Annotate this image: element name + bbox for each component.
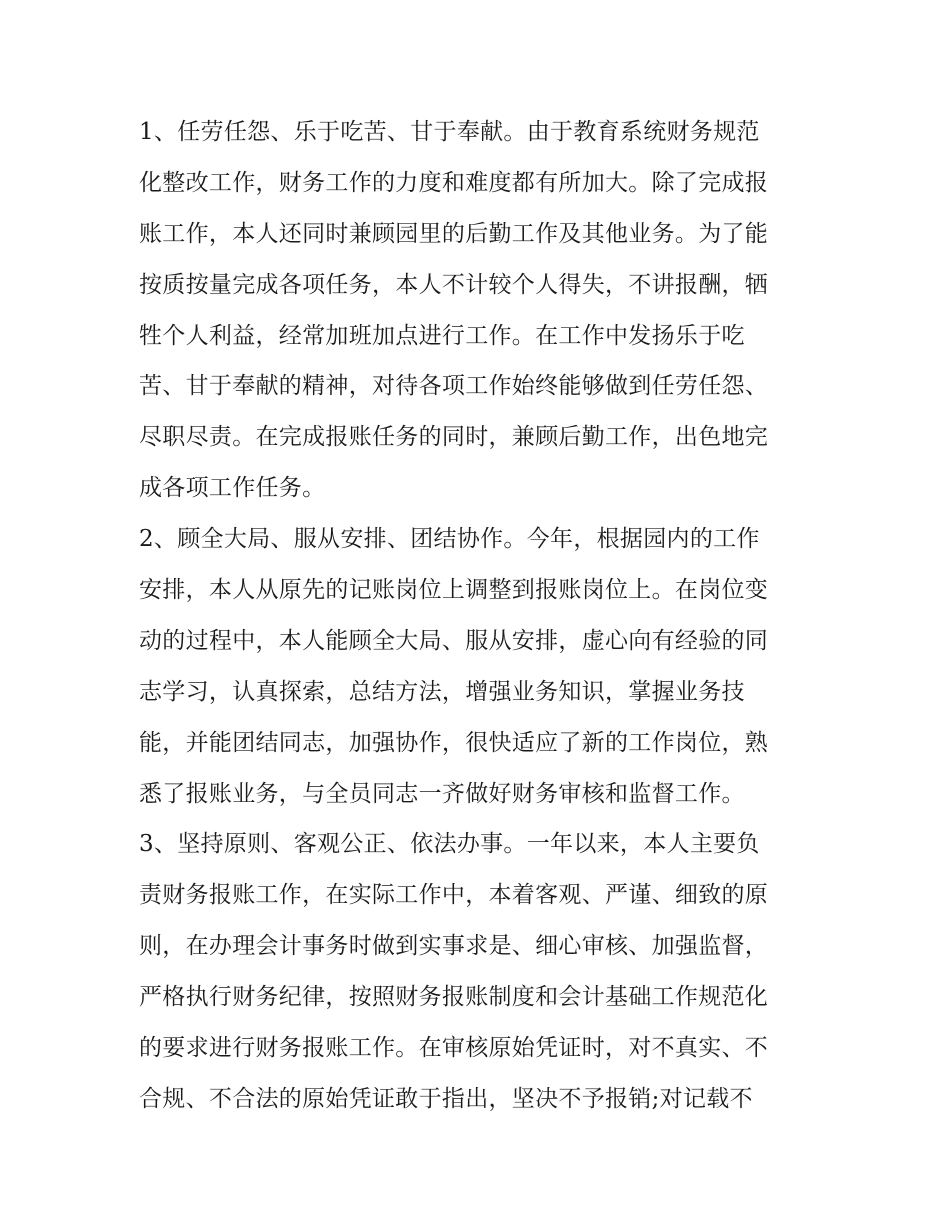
- document-body: [139, 107, 819, 1125]
- text-line: 账工作，本人还同时兼顾园里的后勤工作及其他业务。为了能: [139, 220, 769, 247]
- text-line: 则，在办理会计事务时做到实事求是、细心审核、加强监督，: [139, 933, 769, 960]
- text-line: 责财务报账工作，在实际工作中，本着客观、严谨、细致的原: [139, 882, 769, 909]
- text-line: 动的过程中，本人能顾全大局、服从安排，虚心向有经验的同: [139, 627, 769, 654]
- text-line: 苦、甘于奉献的精神，对待各项工作始终能够做到任劳任怨、: [139, 373, 769, 400]
- text-line: 1、任劳任怨、乐于吃苦、甘于奉献。由于教育系统财务规范: [139, 119, 760, 145]
- text-line: 3、坚持原则、客观公正、依法办事。一年以来，本人主要负: [139, 831, 760, 858]
- text-line: 牲个人利益，经常加班加点进行工作。在工作中发扬乐于吃: [139, 322, 745, 349]
- text-line: 化整改工作，财务工作的力度和难度都有所加大。除了完成报: [139, 169, 769, 196]
- text-line: 2、顾全大局、服从安排、团结协作。今年，根据园内的工作: [139, 526, 760, 553]
- text-line: 志学习，认真探索，总结方法，增强业务知识，掌握业务技: [139, 678, 745, 705]
- text-line: 合规、不合法的原始凭证敢于指出，坚决不予报销;对记载不: [139, 1085, 753, 1112]
- text-line: 成各项工作任务。: [139, 475, 326, 502]
- text-line: 安排，本人从原先的记账岗位上调整到报账岗位上。在岗位变: [139, 577, 769, 604]
- text-line: 能，并能团结同志，加强协作，很快适应了新的工作岗位，熟: [139, 729, 769, 756]
- text-line: 悉了报账业务，与全员同志一齐做好财务审核和监督工作。: [139, 780, 745, 807]
- text-line: 按质按量完成各项任务，本人不计较个人得失，不讲报酬，牺: [139, 271, 769, 298]
- text-line: 严格执行财务纪律，按照财务报账制度和会计基础工作规范化: [139, 984, 769, 1011]
- text-line: 尽职尽责。在完成报账任务的同时，兼顾后勤工作，出色地完: [139, 424, 769, 451]
- text-line: 的要求进行财务报账工作。在审核原始凭证时，对不真实、不: [139, 1035, 769, 1062]
